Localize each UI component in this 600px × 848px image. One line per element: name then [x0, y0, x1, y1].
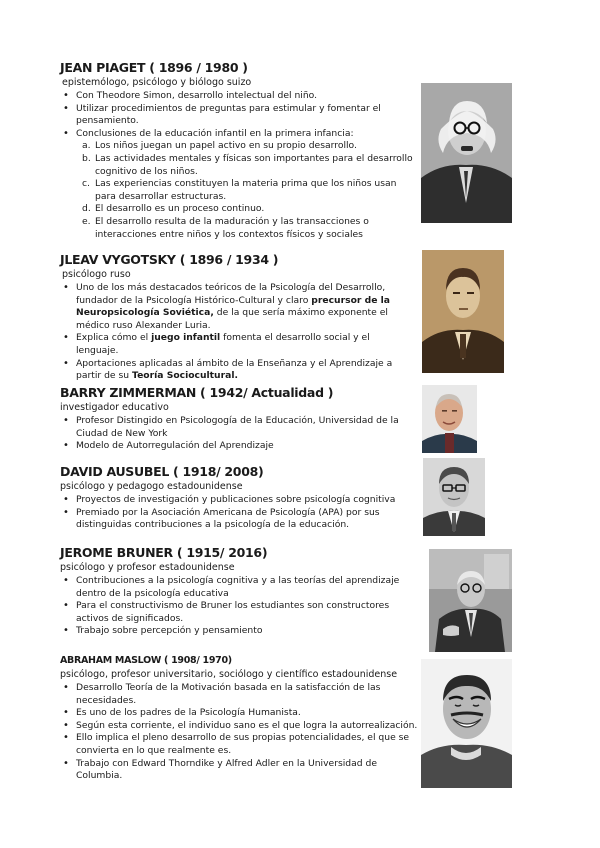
list-item: • Uno de los más destacados teóricos de la Psicología del Desarrollo, fundador de la Psicología Histórico-Cultural y claro precursor de la Neuropsicología Soviética, de la que sería máximo exponente el médico ruso Alexander Luria. [76, 282, 415, 332]
bruner-bullet-list [60, 575, 415, 638]
zimmerman-photo [422, 385, 477, 453]
list-item: a. Los niños juegan un papel activo en su propio desarrollo. [82, 140, 357, 152]
vygotsky-title: JLEAV VYGOTSKY ( 1896 / 1934 ) [60, 252, 279, 267]
list-item: c. Las experiencias constituyen la materia prima que los niños usan para desarrollar estructuras. [82, 178, 397, 202]
list-item: b. Las actividades mentales y físicas son importantes para el desarrollo cognitivo de los niños. [82, 152, 413, 177]
maslow-bullet-list [60, 682, 420, 783]
ausubel-title: DAVID AUSUBEL ( 1918/ 2008) [60, 464, 264, 479]
section-piaget [60, 60, 420, 241]
section-zimmerman [60, 385, 415, 453]
list-item: • Trabajo sobre percepción y pensamiento [76, 625, 415, 638]
vygotsky-photo [422, 250, 504, 373]
bruner-subtitle: psicólogo y profesor estadounidense [60, 562, 235, 573]
list-item: • Modelo de Autorregulación del Aprendizaje [76, 440, 415, 453]
piaget-photo [421, 83, 512, 223]
zimmerman-subtitle: investigador educativo [60, 402, 169, 413]
maslow-subtitle: psicólogo, profesor universitario, sociólogo y científico estadounidense [60, 669, 398, 680]
piaget-bullet-list [60, 90, 420, 241]
list-item: • Ello implica el pleno desarrollo de sus propias potencialidades, el que se convierta en lo que realmente es. [76, 732, 420, 757]
zimmerman-title: BARRY ZIMMERMAN ( 1942/ Actualidad ) [60, 385, 334, 400]
piaget-conclusions-list [76, 140, 420, 241]
section-bruner [60, 545, 415, 638]
list-item: • Con Theodore Simon, desarrollo intelectual del niño. [76, 90, 420, 103]
maslow-title: ABRAHAM MASLOW ( 1908/ 1970) [60, 655, 232, 666]
list-item: • Según esta corriente, el individuo sano es el que logra la autorrealización. [76, 720, 420, 733]
section-ausubel [60, 464, 415, 532]
bruner-photo [429, 549, 512, 652]
list-item: • Contribuciones a la psicología cognitiva y a las teorías del aprendizaje dentro de la psicología educativa [76, 575, 415, 600]
section-vygotsky [60, 252, 415, 383]
list-item: • Para el constructivismo de Bruner los estudiantes son constructores activos de significados. [76, 600, 415, 625]
bruner-title: JEROME BRUNER ( 1915/ 2016) [60, 545, 268, 560]
list-item: e. El desarrollo resulta de la maduración y las transacciones o interacciones entre niños y los contextos físicos y sociales [82, 215, 369, 240]
list-item: • Conclusiones de la educación infantil en la primera infancia: a. Los niños juegan un papel activo en su propio desarrollo. b. Las actividades mentales y físicas son importantes para el desarrollo cognitivo de los niños. c. Las experiencias constituyen la materia prima que los niños usan para desarrollar estructuras. d. El desarrollo es un proceso continuo. e. El desarrollo resulta de la maduración y las transacciones o interacciones entre niños y los contextos físicos y sociales [76, 128, 420, 241]
vygotsky-bullet-list [60, 282, 415, 383]
list-item: d. El desarrollo es un proceso continuo. [82, 203, 265, 215]
zimmerman-bullet-list [60, 415, 415, 453]
ausubel-photo [423, 458, 485, 536]
list-item: • Trabajo con Edward Thorndike y Alfred Adler en la Universidad de Columbia. [76, 758, 420, 783]
ausubel-bullet-list [60, 494, 415, 532]
list-item: • Premiado por la Asociación Americana de Psicología (APA) por sus distinguidas contribuciones a la psicología de la educación. [76, 507, 415, 532]
list-item: • Desarrollo Teoría de la Motivación basada en la satisfacción de las necesidades. [76, 682, 420, 707]
maslow-photo [421, 659, 512, 788]
piaget-title: JEAN PIAGET ( 1896 / 1980 ) [60, 60, 248, 75]
list-item: • Aportaciones aplicadas al ámbito de la Enseñanza y el Aprendizaje a partir de su Teoría Sociocultural. [76, 358, 415, 383]
piaget-subtitle: epistemólogo, psicólogo y biólogo suizo [62, 77, 252, 88]
vygotsky-subtitle: psicólogo ruso [62, 269, 131, 280]
list-item: • Utilizar procedimientos de preguntas para estimular y fomentar el pensamiento. [76, 103, 420, 128]
ausubel-subtitle: psicólogo y pedagogo estadounidense [60, 481, 243, 492]
list-item: • Es uno de los padres de la Psicología Humanista. [76, 707, 420, 720]
list-item: • Profesor Distingido en Psicologogía de la Educación, Universidad de la Ciudad de New York [76, 415, 415, 440]
section-maslow [60, 653, 420, 783]
list-item: • Explica cómo el juego infantil fomenta el desarrollo social y el lenguaje. [76, 332, 415, 357]
list-item: • Proyectos de investigación y publicaciones sobre psicología cognitiva [76, 494, 415, 507]
